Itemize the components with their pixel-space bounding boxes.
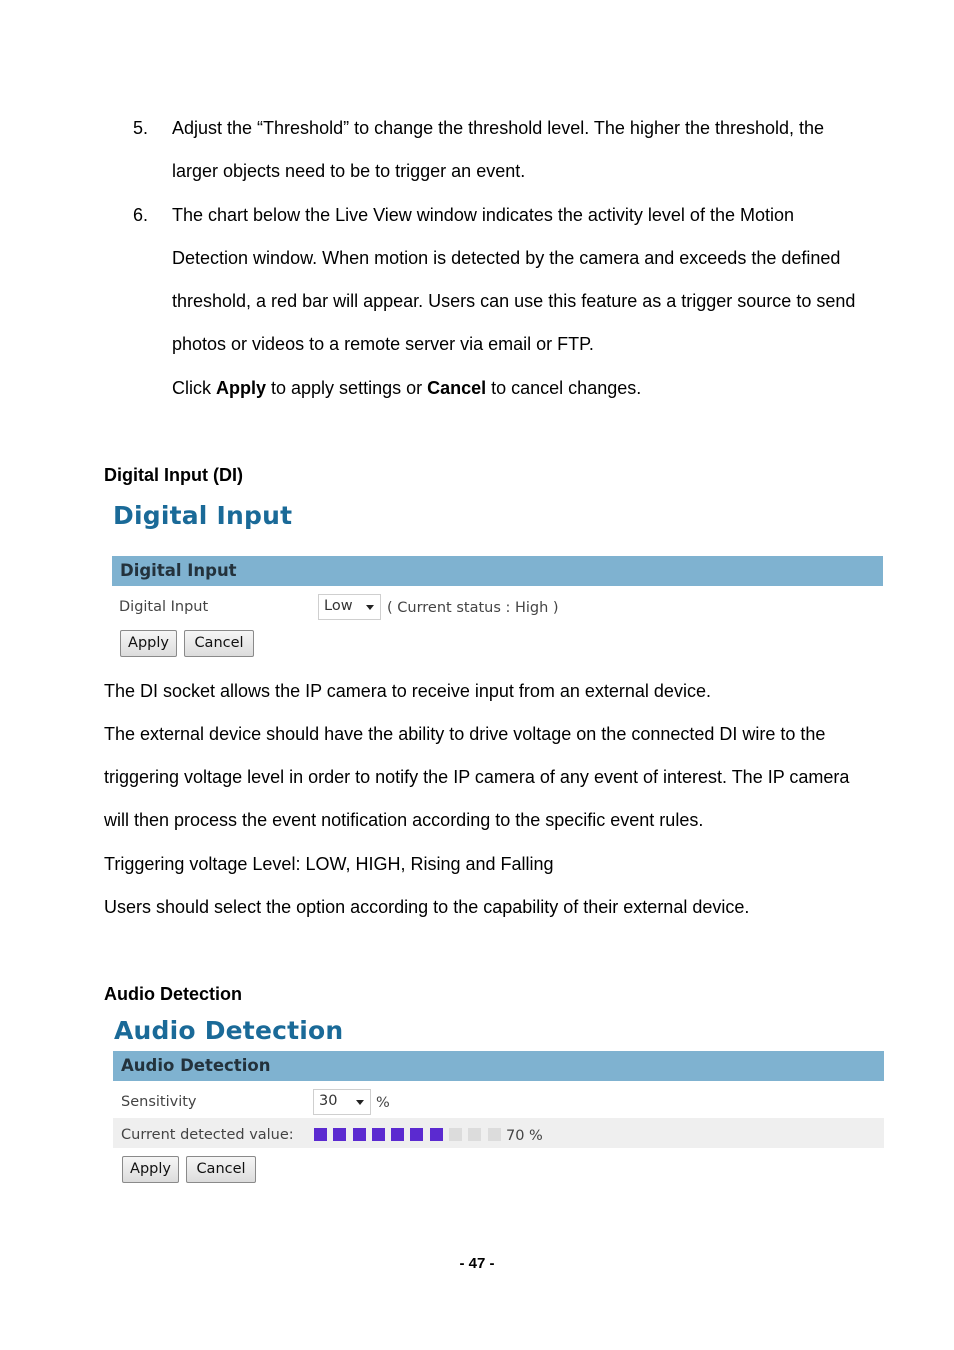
meter-percentage: 70 %: [506, 1128, 543, 1144]
list-number: 6.: [133, 205, 149, 225]
di-paragraph: triggering voltage level in order to notify the IP camera of any event of interest. The IP camera: [104, 767, 850, 787]
audio-section-bar: [113, 1051, 884, 1081]
di-apply-button[interactable]: Apply: [120, 630, 177, 657]
audio-apply-button[interactable]: Apply: [122, 1156, 179, 1183]
meter-cell-active: [353, 1128, 366, 1141]
di-level-select[interactable]: [318, 594, 381, 620]
audio-cancel-button[interactable]: Cancel: [186, 1156, 256, 1183]
di-screenshot-title: Digital Input: [113, 501, 293, 530]
cancel-keyword: Cancel: [427, 378, 487, 398]
list-number: 5.: [133, 118, 149, 138]
di-current-status: ( Current status : High ): [387, 600, 559, 616]
list-text-line: Adjust the “Threshold” to change the threshold level. The higher the threshold, the: [172, 118, 825, 138]
chevron-down-icon: [366, 605, 374, 610]
current-value-label: Current detected value:: [121, 1127, 294, 1143]
sensitivity-value: 30: [319, 1093, 338, 1109]
meter-cell-active: [430, 1128, 443, 1141]
di-paragraph: Triggering voltage Level: LOW, HIGH, Rising and Falling: [104, 854, 554, 874]
apply-cancel-note: Click Apply to apply settings or Cancel to cancel changes.: [172, 378, 642, 398]
chevron-down-icon: [356, 1100, 364, 1105]
sensitivity-select[interactable]: [313, 1089, 371, 1115]
di-paragraph: will then process the event notification according to the specific event rules.: [104, 810, 704, 830]
di-field-label: Digital Input: [119, 599, 209, 615]
di-paragraph: The DI socket allows the IP camera to receive input from an external device.: [104, 681, 711, 701]
sensitivity-unit: %: [376, 1095, 390, 1111]
audio-level-meter: [314, 1128, 501, 1141]
meter-cell-inactive: [468, 1128, 481, 1141]
list-text-line: larger objects need to be to trigger an event.: [172, 161, 526, 181]
di-cancel-button[interactable]: Cancel: [184, 630, 254, 657]
meter-cell-inactive: [488, 1128, 501, 1141]
meter-cell-active: [391, 1128, 404, 1141]
di-paragraph: Users should select the option according to the capability of their external device.: [104, 897, 750, 917]
list-text-line: photos or videos to a remote server via email or FTP.: [172, 334, 594, 354]
section-heading-di: Digital Input (DI): [104, 465, 243, 485]
sensitivity-label: Sensitivity: [121, 1094, 197, 1110]
meter-cell-active: [372, 1128, 385, 1141]
di-select-value: Low: [324, 598, 353, 614]
section-heading-audio: Audio Detection: [104, 984, 242, 1004]
list-text-line: Detection window. When motion is detected by the camera and exceeds the defined: [172, 248, 841, 268]
list-text-line: threshold, a red bar will appear. Users can use this feature as a trigger source to send: [172, 291, 856, 311]
meter-cell-active: [314, 1128, 327, 1141]
meter-cell-active: [333, 1128, 346, 1141]
list-text-line: The chart below the Live View window indicates the activity level of the Motion: [172, 205, 794, 225]
di-paragraph: The external device should have the ability to drive voltage on the connected DI wire to the: [104, 724, 826, 744]
apply-keyword: Apply: [216, 378, 267, 398]
di-section-bar: [112, 556, 883, 586]
page-number: - 47 -: [459, 1255, 495, 1272]
meter-cell-inactive: [449, 1128, 462, 1141]
di-bar-label: Digital Input: [120, 561, 237, 580]
audio-bar-label: Audio Detection: [121, 1056, 271, 1075]
audio-screenshot-title: Audio Detection: [114, 1016, 344, 1045]
meter-cell-active: [410, 1128, 423, 1141]
